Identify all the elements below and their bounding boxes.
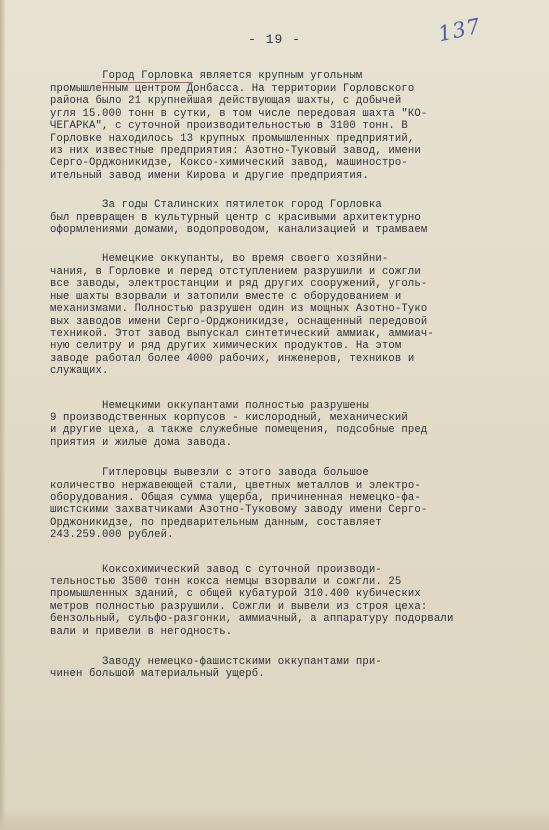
text-line: чания, в Горловке и перед отступлением разрушили и сожгли [50, 265, 421, 278]
text-line: промышленных зданий, с общей кубатурой 310.400 кубических [50, 588, 421, 601]
text-line: и другие цеха, а также служебные помещения, подсобные пред [50, 424, 428, 437]
text-line: ные шахты взорвали и затопили вместе с оборудованием и [50, 290, 402, 303]
document-body [50, 70, 549, 681]
text-line: бензольный, сульфо-разгонки, аммиачный, а аппаратуру подорвали [50, 613, 454, 626]
text-line: метров полностью разрушили. Сожгли и вывели из строя цеха: [50, 600, 428, 613]
text-line: чинен большой материальный ущерб. [50, 668, 265, 681]
text-line: Горловке находилось 13 крупных промышленных предприятий, [50, 132, 415, 145]
page-number: - 19 - [248, 32, 301, 47]
text-line: Серго-Орджоникидзе, Коксо-химический завод, машиностро- [50, 157, 408, 170]
text-line: приятия и жилые дома завода. [50, 436, 233, 449]
text-line: 243.259.000 рублей. [50, 529, 174, 542]
paragraph [50, 467, 549, 541]
paragraph [50, 253, 549, 377]
text-line: механизмами. Полностью разрушен один из мощных Азотно-Туко [50, 303, 428, 316]
page-bottom-shadow [0, 808, 549, 830]
text-line: оформлениями домами, водопроводом, канализацией и трамваем [50, 224, 428, 237]
paragraph [50, 656, 549, 681]
text-line: техникой. Этот завод выпускал синтетический аммиак, аммиач- [50, 327, 434, 340]
text-line: Город Горловка является крупным угольным [102, 70, 363, 82]
paragraph [50, 400, 549, 450]
text-line: вых заводов имени Серго-Орджоникидзе, оснащенный передовой [50, 315, 428, 328]
text-line: Орджоникидзе, по предварительным данным, составляет [50, 516, 382, 529]
text-line: Коксохимический завод с суточной производи- [50, 563, 382, 576]
text-line: промышленным центром Донбасса. На территории Горловского [50, 83, 415, 95]
text-line: вали и привели в негодность. [50, 625, 233, 638]
text-line: был превращен в культурный центр с красивыми архитектурно [50, 211, 421, 224]
text-line: количество нержавеющей стали, цветных металлов и электро- [50, 479, 421, 492]
text-line: служащих. [50, 365, 109, 378]
page-edge-shadow [0, 0, 6, 830]
text-line: Немецкие оккупанты, во время своего хозяйни- [50, 253, 389, 266]
text-line: ную селитру и ряд других химических продуктов. На этом [50, 340, 402, 353]
text-line: района было 21 крупнейшая действующая шахты, с добычей [50, 95, 402, 108]
text-line: 9 производственных корпусов - кислородный, механический [50, 411, 408, 424]
archive-mark: 137 [435, 13, 484, 47]
paragraph [50, 199, 549, 236]
text-line: оборудования. Общая сумма ущерба, причиненная немецко-фа- [50, 491, 421, 504]
text-line: ЧЕГАРКА", с суточной производительностью в 3100 тонн. В [50, 120, 408, 133]
text-line: тельностью 3500 тонн кокса немцы взорвали и сожгли. 25 [50, 576, 402, 588]
text-line: За годы Сталинских пятилеток город Горловка [50, 199, 382, 212]
text-line: шистскими захватчиками Азотно-Туковому заводу имени Серго- [50, 504, 428, 517]
text-line: Гитлеровцы вывезли с этого завода большое [50, 467, 369, 480]
text-line: из них известные предприятия: Азотно-Туковый завод, имени [50, 145, 421, 158]
text-line: ительный завод имени Кирова и другие предприятия. [50, 169, 369, 182]
paragraph [50, 564, 549, 638]
text-line: Заводу немецко-фашистскими оккупантами при- [50, 656, 382, 669]
text-line: Немецкими оккупантами полностью разрушены [50, 399, 369, 412]
paragraph [50, 70, 549, 182]
text-line: заводе работал более 4000 рабочих, инженеров, техников и [50, 352, 415, 365]
text-line: все заводы, электростанции и ряд других сооружений, уголь- [50, 278, 428, 291]
text-line: угля 15.000 тонн в сутки, в том числе передовая шахта "КО- [50, 107, 428, 120]
